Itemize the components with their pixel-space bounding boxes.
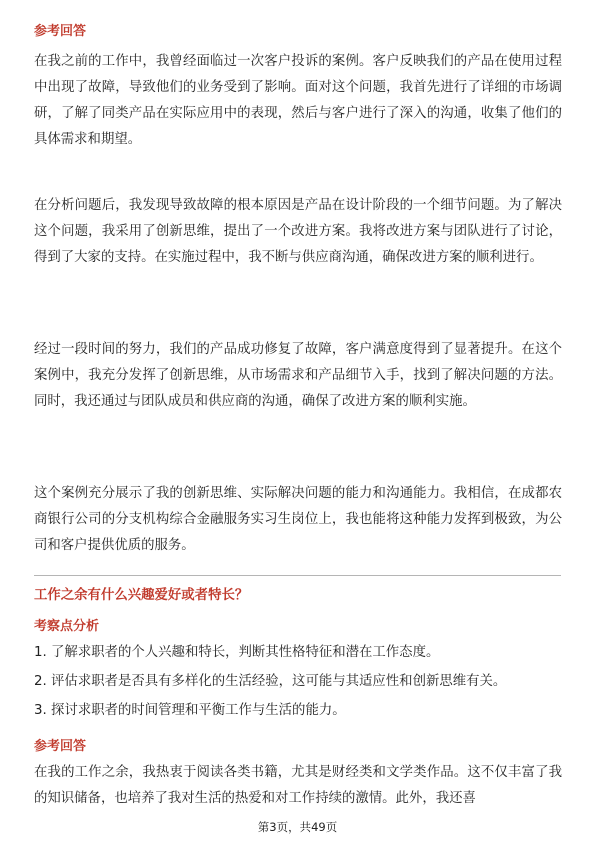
analysis-point-2: 2. 评估求职者是否具有多样化的生活经验，这可能与其适应性和创新思维有关。	[34, 674, 507, 689]
analysis-point-1: 1. 了解求职者的个人兴趣和特长，判断其性格特征和潜在工作态度。	[34, 645, 440, 660]
page-number: 第3页，共49页	[257, 820, 338, 834]
answer-paragraph-3: 经过一段时间的努力，我们的产品成功修复了故障，客户满意度得到了显著提升。在这个案例中，我充分发挥了创新思维，从市场需求和产品细节入手，找到了解决问题的方法。同时，我还通过与团队成员和供应商的沟通，确保了改进方案的顺利实施。	[34, 342, 562, 409]
analysis-heading: 考察点分析	[34, 619, 100, 634]
reference-answer-heading: 参考回答	[34, 24, 87, 39]
section-divider	[34, 575, 561, 576]
answer-paragraph-4: 这个案例充分展示了我的创新思维、实际解决问题的能力和沟通能力。我相信，在成都农商银行公司的分支机构综合金融服务实习生岗位上，我也能将这种能力发挥到极致，为公司和客户提供优质的服务。	[34, 486, 562, 553]
answer-paragraph-1: 在我之前的工作中，我曾经面临过一次客户投诉的案例。客户反映我们的产品在使用过程中出现了故障，导致他们的业务受到了影响。面对这个问题，我首先进行了详细的市场调研，了解了同类产品在实际应用中的表现，然后与客户进行了深入的沟通，收集了他们的具体需求和期望。	[34, 54, 562, 147]
answer-paragraph-2: 在分析问题后，我发现导致故障的根本原因是产品在设计阶段的一个细节问题。为了解决这个问题，我采用了创新思维，提出了一个改进方案。我将改进方案与团队进行了讨论，得到了大家的支持。在实施过程中，我不断与供应商沟通，确保改进方案的顺利进行。	[34, 198, 562, 265]
analysis-point-3: 3. 探讨求职者的时间管理和平衡工作与生活的能力。	[34, 703, 346, 718]
reference-answer-heading-2: 参考回答	[34, 739, 87, 754]
question-title: 工作之余有什么兴趣爱好或者特长？	[34, 588, 249, 603]
answer-paragraph-hobbies: 在我的工作之余，我热衷于阅读各类书籍，尤其是财经类和文学类作品。这不仅丰富了我的知识储备，也培养了我对生活的热爱和对工作持续的激情。此外，我还喜	[34, 765, 562, 806]
